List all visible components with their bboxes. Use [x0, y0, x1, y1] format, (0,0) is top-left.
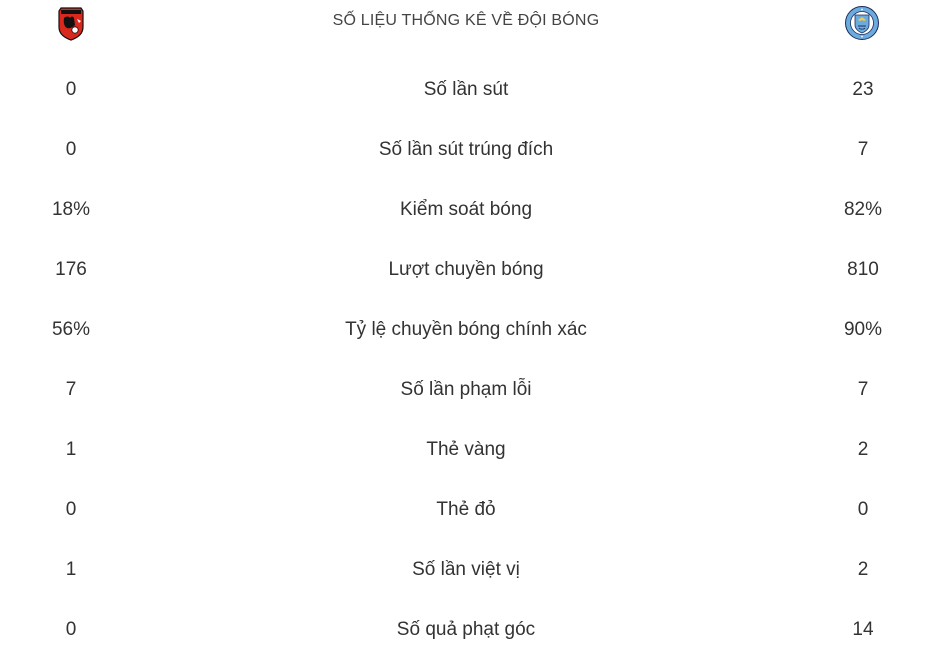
away-value: 90%	[843, 319, 883, 340]
stat-label: Số quả phạt góc	[396, 619, 536, 640]
home-value: 0	[65, 79, 77, 100]
stat-label: Số lần việt vị	[412, 559, 520, 580]
stat-label: Lượt chuyền bóng	[388, 259, 544, 280]
stat-label: Thẻ đỏ	[436, 499, 496, 520]
stat-label: Số lần sút	[423, 79, 509, 100]
stat-row-fouls	[0, 360, 932, 420]
stat-label: Số lần phạm lỗi	[400, 379, 532, 400]
stat-row-shots	[0, 60, 932, 120]
home-value: 18%	[51, 199, 91, 220]
away-value: 7	[857, 139, 869, 160]
home-value: 1	[65, 439, 77, 460]
home-value: 0	[65, 139, 77, 160]
stat-row-red-cards	[0, 480, 932, 540]
home-value: 0	[65, 499, 77, 520]
stat-row-shots-on-target	[0, 120, 932, 180]
stat-row-corners	[0, 600, 932, 660]
away-value: 2	[857, 559, 869, 580]
home-value: 56%	[51, 319, 91, 340]
stat-label: Kiểm soát bóng	[399, 199, 533, 220]
away-value: 23	[852, 79, 874, 100]
away-value: 0	[857, 499, 869, 520]
stat-row-yellow-cards	[0, 420, 932, 480]
stat-label: Thẻ vàng	[426, 439, 506, 460]
home-value: 7	[65, 379, 77, 400]
away-value: 14	[852, 619, 874, 640]
stat-label: Số lần sút trúng đích	[378, 139, 554, 160]
away-value: 82%	[843, 199, 883, 220]
away-value: 2	[857, 439, 869, 460]
stat-label: Tỷ lệ chuyền bóng chính xác	[345, 319, 587, 340]
home-value: 176	[55, 259, 87, 280]
stat-row-possession	[0, 180, 932, 240]
page-title: SỐ LIỆU THỐNG KÊ VỀ ĐỘI BÓNG	[332, 12, 600, 29]
manchester-city-crest-icon	[844, 5, 880, 41]
home-value: 1	[65, 559, 77, 580]
away-value: 7	[857, 379, 869, 400]
stats-table	[0, 60, 932, 660]
home-value: 0	[65, 619, 77, 640]
stat-row-offsides	[0, 540, 932, 600]
away-value: 810	[847, 259, 879, 280]
stat-row-passes	[0, 240, 932, 300]
stats-header	[0, 0, 932, 48]
stat-row-pass-accuracy	[0, 300, 932, 360]
